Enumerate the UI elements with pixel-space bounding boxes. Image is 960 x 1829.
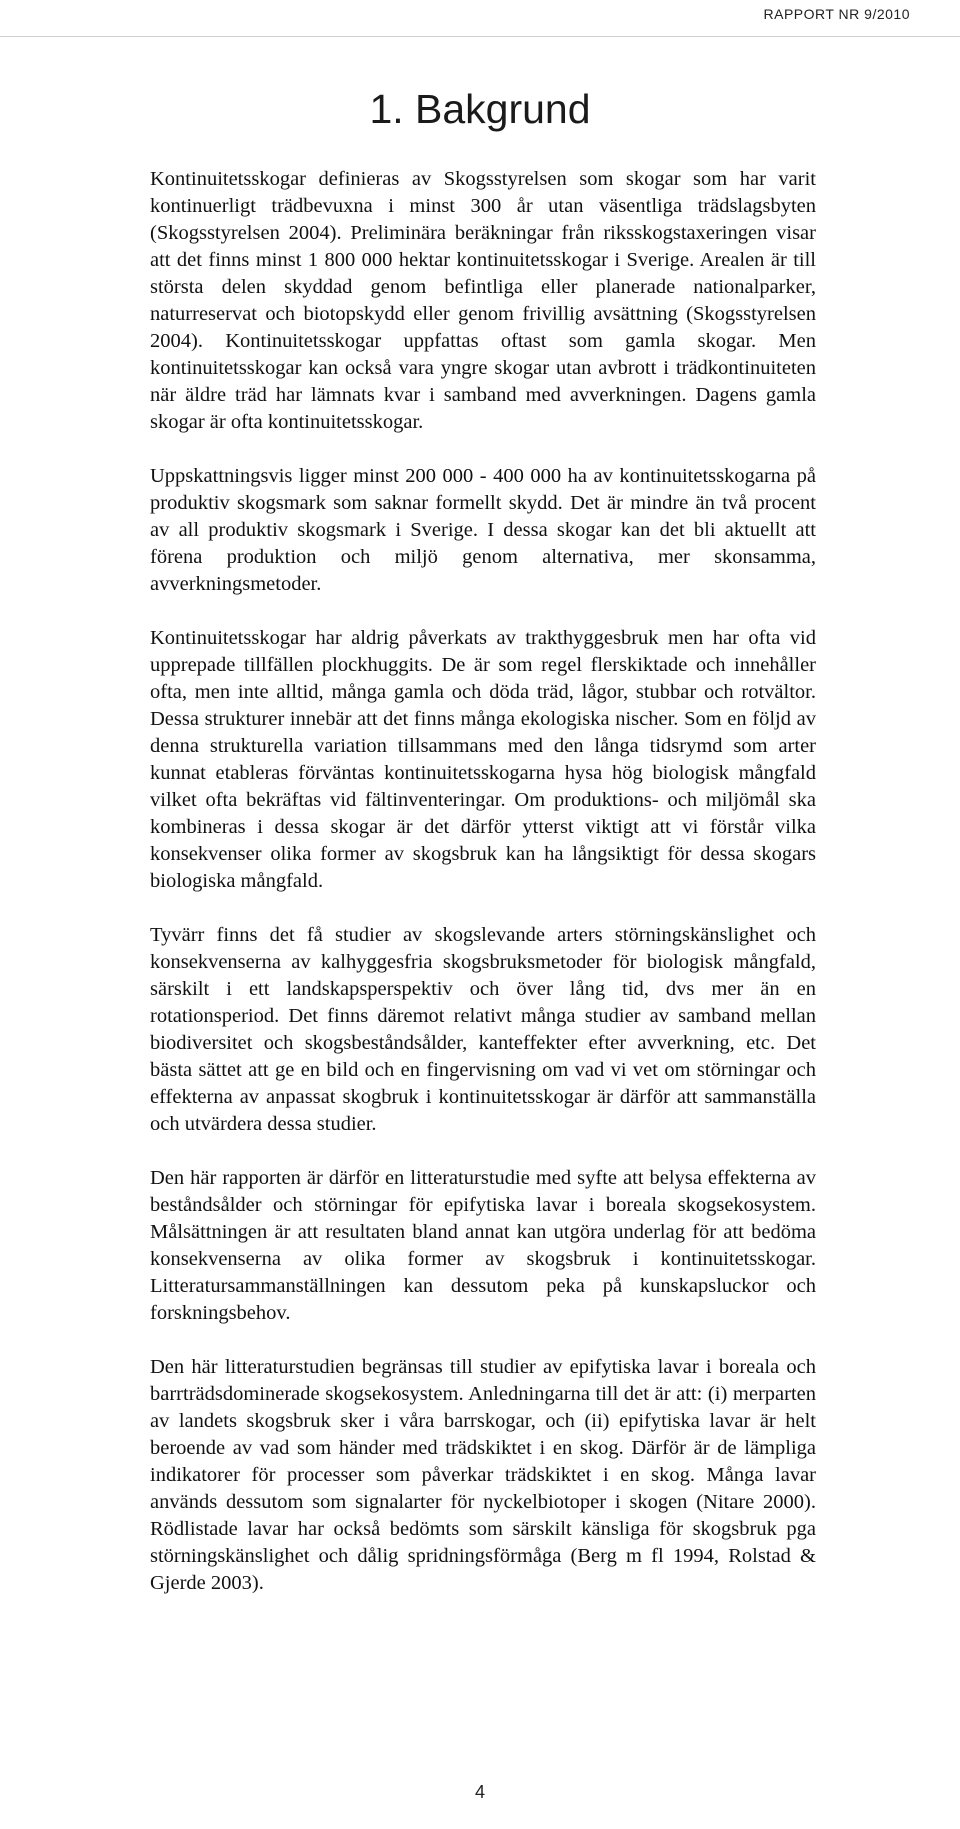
paragraph-5: Den här rapporten är därför en litteraturstudie med syfte att belysa effekterna av beståndsålder och störningar för epifytiska lavar i boreala skogsekosystem. Målsättningen är att resultaten bland annat kan utgöra underlag för att bedöma konsekvenserna av olika former av skogsbruk i kontinuitetsskogar. Litteratursammanställningen kan dessutom peka på kunskapsluckor och forskningsbehov. bbox=[150, 1167, 816, 1324]
page-number: 4 bbox=[474, 1782, 485, 1802]
running-header: RAPPORT NR 9/2010 bbox=[763, 6, 910, 22]
paragraph-4: Tyvärr finns det få studier av skogslevande arters störningskänslighet och konsekvenserna av kalhyggesfria skogsbruksmetoder för biologisk mångfald, särskilt i ett landskapsperspektiv och över lång tid, dvs mer än en rotationsperiod. Det finns däremot relativt många studier av samband mellan biodiversitet och skogsbeståndsålder, kanteffekter efter avverkning, etc. Det bästa sättet att ge en bild och en fingervisning om vad vi vet om störningar och effekterna av anpassat skogbruk i kontinuitetsskogar är därför att sammanställa och utvärdera dessa studier. bbox=[150, 924, 816, 1135]
paragraph-2: Uppskattningsvis ligger minst 200 000 - 400 000 ha av kontinuitetsskogarna på produktiv skogsmark som saknar formellt skydd. Det är mindre än två procent av all produktiv skogsmark i Sverige. I dessa skogar kan det bli aktuellt att förena produktion och miljö genom alternativa, mer skonsamma, avverkningsmetoder. bbox=[150, 465, 816, 595]
paragraph-6: Den här litteraturstudien begränsas till studier av epifytiska lavar i boreala och barrträdsdominerade skogsekosystem. Anledningarna till det är att: (i) merparten av landets skogsbruk sker i våra barrskogar, och (ii) epifytiska lavar är helt beroende av vad som händer med trädskiktet i en skog. Därför är de lämpliga indikatorer för processer som påverkar trädskiktet i en skog. Många lavar används dessutom som signalarter för nyckelbiotoper i skogen (Nitare 2000). Rödlistade lavar har också bedömts som särskilt känsliga för skogsbruk pga störningskänslighet och dålig spridningsförmåga (Berg m fl 1994, Rolstad & Gjerde 2003). bbox=[150, 1356, 816, 1594]
section-title: 1. Bakgrund bbox=[369, 86, 591, 132]
body-text bbox=[150, 166, 816, 1597]
header-divider bbox=[0, 36, 960, 37]
paragraph-1: Kontinuitetsskogar definieras av Skogsstyrelsen som skogar som har varit kontinuerligt trädbevuxna i minst 300 år utan väsentliga trädslagsbyten (Skogsstyrelsen 2004). Preliminära beräkningar från riksskogstaxeringen visar att det finns minst 1 800 000 hektar kontinuitetsskogar i Sverige. Arealen är till största delen skyddad genom befintliga eller planerade nationalparker, naturreservat och biotopskydd eller genom frivillig avsättning (Skogsstyrelsen 2004). Kontinuitetsskogar uppfattas oftast som gamla skogar. Men kontinuitetsskogar kan också vara yngre skogar utan avbrott i trädkontinuiteten när äldre träd har lämnats kvar i samband med avverkningen. Dagens gamla skogar är ofta kontinuitetsskogar. bbox=[150, 168, 816, 433]
paragraph-3: Kontinuitetsskogar har aldrig påverkats av trakthyggesbruk men har ofta vid upprepade tillfällen plockhuggits. De är som regel flerskiktade och innehåller ofta, men inte alltid, många gamla och döda träd, lågor, stubbar och rotvältor. Dessa strukturer innebär att det finns många ekologiska nischer. Som en följd av denna strukturella variation tillsammans med den långa tidsrymd som arter kunnat etableras förväntas kontinuitetsskogarna hysa hög biologisk mångfald vilket ofta bekräftas vid fältinventeringar. Om produktions- och miljömål ska kombineras i dessa skogar är det därför ytterst viktigt att vi förstår vilka konsekvenser olika former av skogsbruk kan ha långsiktigt för dessa skogars biologiska mångfald. bbox=[150, 627, 816, 892]
